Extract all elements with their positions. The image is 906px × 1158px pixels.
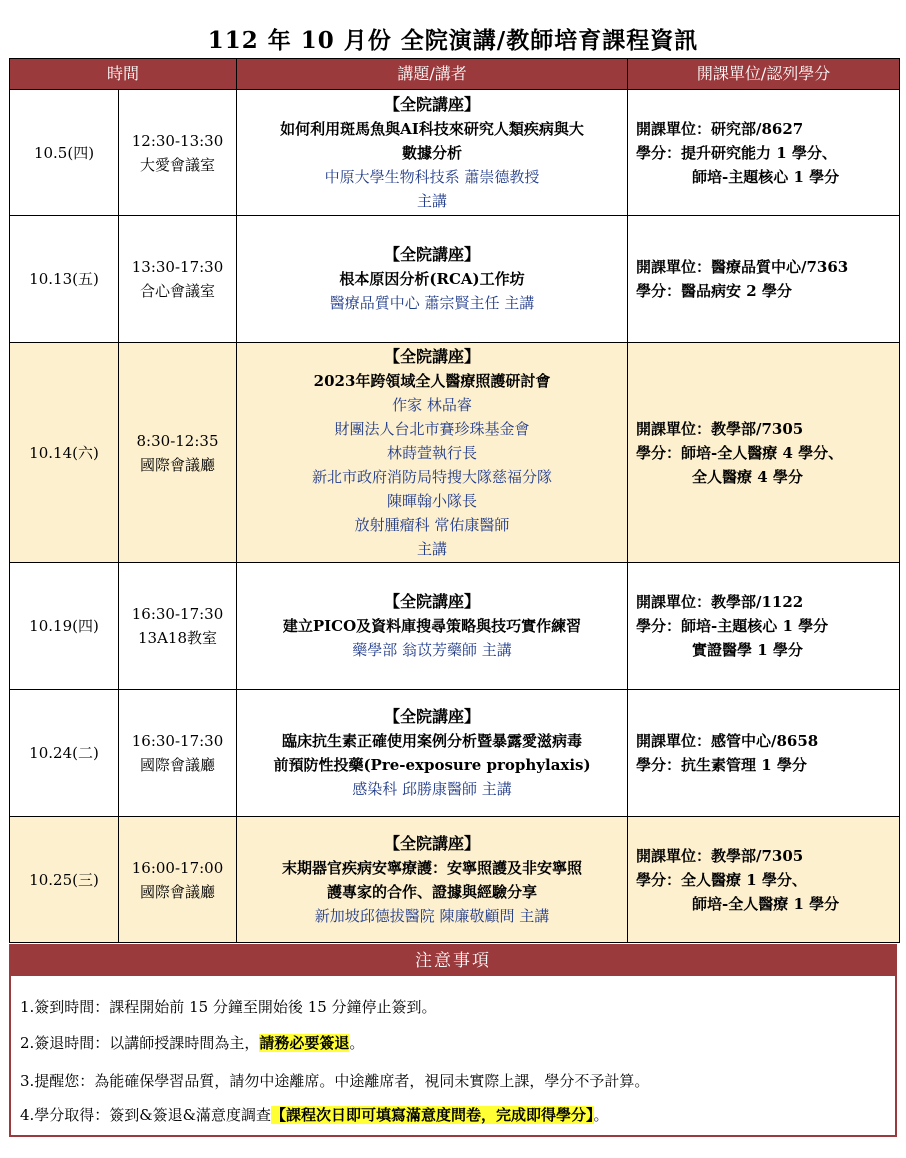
table-row [10, 690, 900, 817]
header-unit: 開課單位/認列學分 [628, 59, 900, 90]
unit-line: 開課單位：教學部/7305 [636, 846, 804, 865]
time-cell [119, 343, 237, 563]
lecture-tag: 【全院講座】 [384, 707, 481, 726]
lecture-tag: 【全院講座】 [384, 94, 481, 114]
venue: 國際會議廳 [140, 882, 216, 901]
table-row [10, 90, 900, 216]
speaker-line: 陳暉翰小隊長 [387, 491, 478, 510]
speaker-line: 藥學部 翁苡芳藥師 主講 [352, 641, 512, 659]
table-row [10, 343, 900, 563]
speaker-line: 主講 [417, 191, 448, 210]
speaker-line: 財團法人台北市賽珍珠基金會 [334, 419, 530, 438]
note-item [20, 1032, 364, 1053]
unit-line: 師培-主題核心 1 學分 [692, 167, 840, 186]
topic-line: 建立PICO及資料庫搜尋策略與技巧實作練習 [282, 617, 582, 635]
unit-line: 學分：全人醫療 1 學分、 [636, 870, 807, 889]
unit-line: 實證醫學 1 學分 [692, 641, 803, 659]
table-header-row [10, 59, 900, 90]
time-cell [119, 90, 237, 216]
topic-cell [237, 817, 628, 943]
topic-line: 如何利用斑馬魚與AI科技來研究人類疾病與大 [280, 119, 584, 138]
topic-line: 數據分析 [402, 143, 463, 162]
time-range: 16:30-17:30 [131, 605, 224, 623]
time-cell [119, 817, 237, 943]
topic-cell [237, 90, 628, 216]
note-text: 1.簽到時間：課程開始前 15 分鐘至開始後 15 分鐘停止簽到。 [20, 998, 437, 1016]
unit-line: 學分：抗生素管理 1 學分 [636, 756, 807, 774]
unit-cell [628, 90, 900, 216]
topic-cell [237, 343, 628, 563]
unit-line: 開課單位：感管中心/8658 [636, 732, 819, 750]
note-tail: 。 [593, 1106, 609, 1124]
topic-line: 前預防性投藥(Pre-exposure prophylaxis) [273, 756, 591, 774]
topic-cell [237, 563, 628, 690]
note-item [20, 1104, 609, 1125]
speaker-line: 中原大學生物科技系 蕭崇德教授 [324, 167, 540, 186]
venue: 大愛會議室 [140, 155, 216, 174]
page-title: 112 年 10 月份 全院演講/教師培育課程資訊 [207, 27, 699, 54]
time-cell [119, 690, 237, 817]
venue: 合心會議室 [140, 282, 216, 300]
unit-line: 開課單位：醫療品質中心/7363 [636, 258, 849, 276]
note-highlight: 請務必要簽退 [259, 1034, 350, 1052]
unit-line: 開課單位：教學部/7305 [636, 419, 804, 438]
notes-title: 注意事項 [11, 946, 895, 976]
lecture-tag: 【全院講座】 [384, 346, 481, 366]
speaker-line: 醫療品質中心 蕭宗賢主任 主講 [329, 294, 535, 312]
schedule-table [9, 58, 900, 943]
note-text: 4.學分取得：簽到&簽退&滿意度調查 [20, 1106, 272, 1124]
speaker-line: 放射腫瘤科 常佑康醫師 [354, 515, 510, 534]
topic-line: 2023年跨領域全人醫療照護研討會 [313, 371, 551, 390]
header-topic: 講題/講者 [237, 59, 628, 90]
note-highlight: 【課程次日即可填寫滿意度問卷，完成即得學分】 [271, 1106, 594, 1124]
unit-line: 學分：提升研究能力 1 學分、 [636, 143, 837, 162]
unit-line: 學分：師培-主題核心 1 學分 [636, 617, 829, 635]
note-tail: 。 [349, 1034, 365, 1052]
topic-line: 臨床抗生素正確使用案例分析暨暴露愛滋病毒 [282, 732, 583, 750]
time-range: 8:30-12:35 [136, 431, 219, 450]
date-cell: 10.25(三) [10, 817, 119, 943]
date-cell: 10.19(四) [10, 563, 119, 690]
unit-line: 師培-全人醫療 1 學分 [692, 894, 840, 913]
venue: 國際會議廳 [140, 756, 216, 774]
venue: 國際會議廳 [140, 455, 216, 474]
speaker-line: 感染科 邱勝康醫師 主講 [352, 780, 512, 798]
unit-line: 開課單位：研究部/8627 [636, 119, 804, 138]
unit-cell [628, 563, 900, 690]
time-range: 13:30-17:30 [131, 258, 224, 276]
date-cell: 10.14(六) [10, 343, 119, 563]
lecture-tag: 【全院講座】 [384, 833, 481, 853]
speaker-line: 新加坡邱德拔醫院 陳廉敬顧問 主講 [314, 906, 550, 925]
time-range: 12:30-13:30 [131, 131, 224, 150]
table-row [10, 817, 900, 943]
unit-line: 學分：師培-全人醫療 4 學分、 [636, 443, 844, 462]
unit-line: 學分：醫品病安 2 學分 [636, 282, 792, 300]
note-text: 3.提醒您：為能確保學習品質，請勿中途離席。中途離席者，視同未實際上課，學分不予計算。 [20, 1072, 650, 1090]
unit-cell [628, 343, 900, 563]
speaker-line: 林蒔萱執行長 [387, 443, 478, 462]
unit-cell [628, 216, 900, 343]
time-cell [119, 563, 237, 690]
speaker-line: 作家 林品睿 [392, 395, 472, 414]
time-range: 16:30-17:30 [131, 732, 224, 750]
lecture-tag: 【全院講座】 [384, 245, 481, 264]
notes-panel [9, 944, 897, 1137]
topic-line: 末期器官疾病安寧療護：安寧照護及非安寧照 [282, 858, 583, 877]
date-cell: 10.24(二) [10, 690, 119, 817]
lecture-tag: 【全院講座】 [384, 592, 481, 611]
date-cell: 10.13(五) [10, 216, 119, 343]
topic-line: 根本原因分析(RCA)工作坊 [339, 270, 525, 288]
time-cell [119, 216, 237, 343]
table-row [10, 563, 900, 690]
unit-line: 開課單位：教學部/1122 [636, 593, 804, 611]
date-cell: 10.5(四) [10, 90, 119, 216]
note-text: 2.簽退時間：以講師授課時間為主， [20, 1034, 260, 1052]
header-time: 時間 [10, 59, 237, 90]
note-item [20, 1070, 649, 1091]
table-row [10, 216, 900, 343]
topic-cell [237, 216, 628, 343]
unit-cell [628, 817, 900, 943]
unit-cell [628, 690, 900, 817]
topic-cell [237, 690, 628, 817]
unit-line: 全人醫療 4 學分 [692, 467, 803, 486]
note-item [20, 996, 437, 1017]
speaker-line: 新北市政府消防局特搜大隊慈福分隊 [312, 467, 553, 486]
time-range: 16:00-17:00 [131, 858, 224, 877]
venue: 13A18教室 [138, 629, 218, 647]
speaker-line: 主講 [417, 539, 448, 558]
topic-line: 護專家的合作、證據與經驗分享 [327, 882, 538, 901]
